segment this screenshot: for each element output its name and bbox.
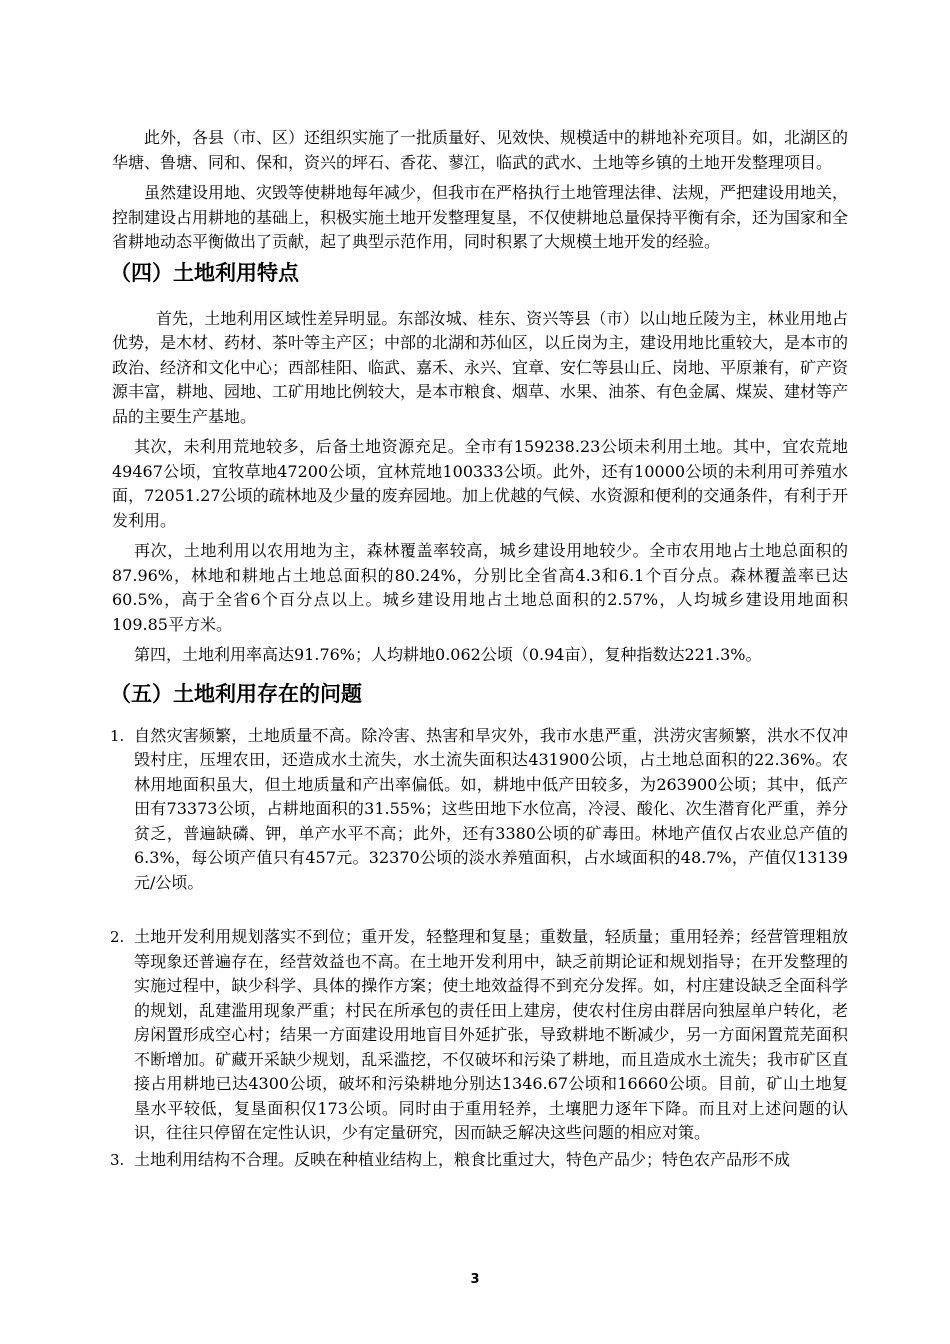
page-number: 3 bbox=[470, 1272, 480, 1287]
section-heading-land-use-problems: （五）土地利用存在的问题 bbox=[110, 681, 362, 706]
problem-item-1 bbox=[110, 724, 848, 896]
list-item-text: 土地开发利用规划落实不到位；重开发，轻整理和复垦；重数量，轻质量；重用轻养；经营管理粗放等现象还普遍存在，经营效益也不高。在土地开发利用中，缺乏前期论证和规划指导；在开发整理的实施过程中，缺少科学、具体的操作方案；使土地效益得不到充分发挥。如，村庄建设缺乏全面科学的规划，乱建滥用现象严重；村民在所承包的责任田上建房，使农村住房由群居向独屋单户转化，老房闲置形成空心村；结果一方面建设用地盲目外延扩张，导致耕地不断减少，另一方面闲置荒芜面积不断增加。矿藏开采缺少规划，乱采滥挖，不仅破坏和污染了耕地，而且造成水土流失；我市矿区直接占用耕地已达4300公顷，破坏和污染耕地分别达1346.67公顷和16660公顷。目前，矿山土地复垦水平较低，复垦面积仅173公顷。同时由于重用轻养，土壤肥力逐年下降。而且对上述问题的认识，往往只停留在定性认识，少有定量研究，因而缺乏解决这些问题的相应对策。 bbox=[134, 927, 848, 1142]
problem-item-3 bbox=[110, 1148, 848, 1173]
list-number: 3. bbox=[110, 1150, 125, 1169]
problem-list bbox=[112, 724, 848, 1173]
paragraph-feature-third: 再次，土地利用以农用地为主，森林覆盖率较高，城乡建设用地较少。全市农用地占土地总面积的87.96%，林地和耕地占土地总面积的80.24%，分别比全省高4.3和6.1个百分点。森林覆盖率已达60.5%，高于全省6个百分点以上。城乡建设用地占土地总面积的2.57%，人均城乡建设用地面积109.85平方米。 bbox=[112, 541, 848, 634]
list-item-text: 自然灾害频繁，土地质量不高。除冷害、热害和旱灾外，我市水患严重，洪涝灾害频繁，洪水不仅冲毁村庄，压埋农田，还造成水土流失，水土流失面积达431900公顷，占土地总面积的22.36%。农林用地面积虽大，但土地质量和产出率偏低。如，耕地中低产田较多，为263900公顷；其中，低产田有73373公顷，占耕地面积的31.55%；这些田地下水位高，冷浸、酸化、次生潜育化严重，养分贫乏，普遍缺磷、钾，单产水平不高；此外，还有3380公顷的矿毒田。林地产值仅占农业总产值的6.3%，每公顷产值只有457元。32370公顷的淡水养殖面积，占水域面积的48.7%，产值仅13139元/公顷。 bbox=[134, 725, 848, 892]
paragraph-feature-fourth: 第四，土地利用率高达91.76%；人均耕地0.062公顷（0.94亩），复种指数达221.3%。 bbox=[134, 645, 762, 664]
section-heading-land-use-features: （四）土地利用特点 bbox=[110, 260, 299, 285]
paragraph-feature-first: 首先，土地利用区域性差异明显。东部汝城、桂东、资兴等县（市）以山地丘陵为主，林业用地占优势，是木材、药材、茶叶等主产区；中部的北湖和苏仙区，以丘岗为主，建设用地比重较大，是本市的政治、经济和文化中心；西部桂阳、临武、嘉禾、永兴、宜章、安仁等县山丘、岗地、平原兼有，矿产资源丰富，耕地、园地、工矿用地比例较大，是本市粮食、烟草、水果、油茶、有色金属、煤炭、建材等产品的主要生产基地。 bbox=[112, 308, 849, 426]
problem-item-2 bbox=[110, 925, 848, 1146]
list-number: 2. bbox=[110, 928, 125, 946]
paragraph-feature-second: 其次，未利用荒地较多，后备土地资源充足。全市有159238.23公顷未利用土地。其中，宜农荒地49467公顷，宜牧草地47200公顷，宜林荒地100333公顷。此外，还有10000公顷的未利用可养殖水面，72051.27公顷的疏林地及少量的废弃园地。加上优越的气候、水资源和便利的交通条件，有利于开发利用。 bbox=[112, 437, 848, 530]
paragraph-land-balance: 虽然建设用地、灾毁等使耕地每年减少，但我市在严格执行土地管理法律、法规，严把建设用地关，控制建设占用耕地的基础上，积极实施土地开发整理复垦，不仅使耕地总量保持平衡有余，还为国家和全省耕地动态平衡做出了贡献，起了典型示范作用，同时积累了大规模土地开发的经验。 bbox=[112, 183, 849, 251]
list-number: 1. bbox=[110, 726, 125, 745]
document-body bbox=[112, 126, 848, 1172]
list-item-text: 土地利用结构不合理。反映在种植业结构上，粮食比重过大，特色产品少；特色农产品形不成 bbox=[134, 1149, 791, 1169]
paragraph-supplementary-projects: 此外，各县（市、区）还组织实施了一批质量好、见效快、规模适中的耕地补充项目。如，北湖区的华塘、鲁塘、同和、保和，资兴的坪石、香花、蓼江，临武的武水、土地等乡镇的土地开发整理项目。 bbox=[112, 128, 849, 172]
